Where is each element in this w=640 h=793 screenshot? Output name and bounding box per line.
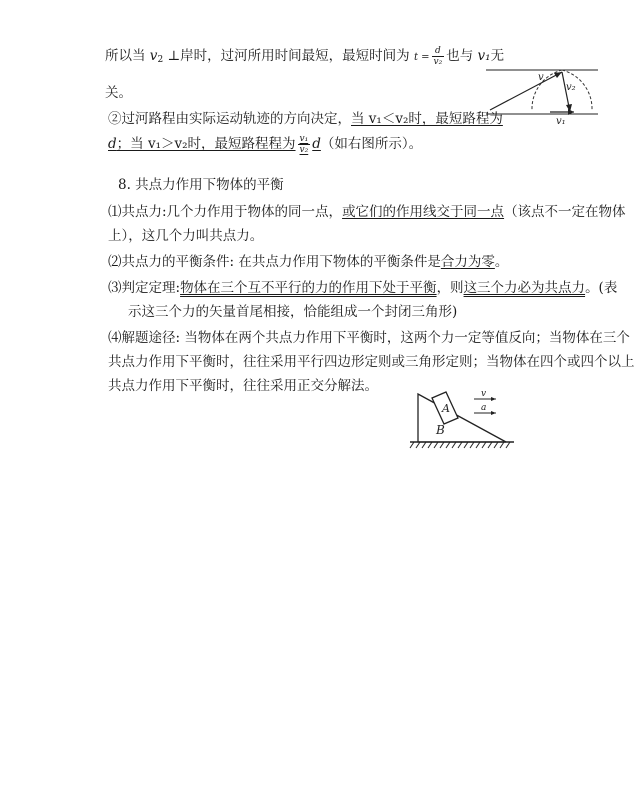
underlined-d: d [312,136,321,152]
paragraph-1-line-2: 上），这几个力叫共点力。 [108,228,264,244]
label-b-block: B [436,423,445,437]
path-fraction [298,134,311,155]
paragraph-4-line-3: 共点力作用下平衡时，往往采用正交分解法。 [108,378,378,394]
river-crossing-figure [484,62,600,126]
fraction-denominator: v₂ [433,57,443,67]
underlined-text: 这三个力必为共点力 [463,280,586,296]
underlined-text: 当 v₁＜v₂时，最短路程为 [351,111,503,127]
paragraph-1-line-1 [108,203,626,221]
label-velocity: v [481,389,487,399]
text-segment: ⑶判定定理: [108,280,181,296]
underlined-text: 物体在三个互不平行的力的作用下处于平衡 [180,280,437,296]
label-v1: v₁ [556,116,566,126]
wedge-block-figure [406,384,518,454]
text-line-1 [105,46,504,69]
symbol-v1: v₁ [477,48,491,64]
underlined-text: 或它们的作用线交于同一点 [342,204,505,220]
fraction-numerator: d [432,46,445,57]
text-segment: 。(表 [585,280,618,296]
symbol-v: v [149,48,158,64]
t-equals: t = [413,52,430,63]
section-heading: 8. 共点力作用下物体的平衡 [118,177,284,193]
text-segment: ②过河路程由实际运动轨迹的方向决定， [108,111,351,127]
text-segment: ⑵共点力的平衡条件: 在共点力作用下物体的平衡条件是 [108,254,441,270]
text-segment: 所以当 [105,48,146,64]
paragraph-3-line-1 [108,279,617,297]
underlined-text: 合力为零 [440,254,495,270]
label-acceleration: a [481,403,487,413]
text-segment: 。 [494,254,509,270]
paragraph-2 [108,253,508,271]
text-line-2: 关。 [105,85,132,101]
paragraph-3-line-2: 示这三个力的矢量首尾相接，恰能组成一个封闭三角形) [128,304,458,320]
paragraph-4-line-2: 共点力作用下平衡时，往往采用平行四边形定则或三角形定则；当物体在四个或四个以上 [108,354,635,370]
subscript: 2 [157,55,164,65]
fraction-numerator: v₁ [299,134,309,144]
text-segment: （如右图所示）。 [320,136,423,152]
text-segment: 无 [490,48,505,64]
time-fraction [432,46,445,67]
text-segment: （该点不一定在物体 [504,204,626,220]
underlined-d: d [108,136,117,152]
text-segment: ⊥岸时，过河所用时间最短，最短时间为 [167,48,410,64]
label-a-block: A [442,402,450,415]
label-v: v [538,72,544,83]
paragraph-4-line-1: ⑷解题途径: 当物体在两个共点力作用下平衡时，这两个力一定等值反向；当物体在三个 [108,330,630,346]
text-segment: ⑴共点力:几个力作用于物体的同一点， [108,204,343,220]
fraction-denominator: v₂ [299,145,309,155]
wedge-b [418,394,506,442]
text-segment: 也与 [446,48,474,64]
text-segment: ，则 [436,280,464,296]
underlined-text: ；当 v₁＞v₂时，最短路程程为 [116,136,296,152]
text-line-4 [108,134,422,155]
label-v2: v₂ [566,82,576,93]
text-line-3 [108,110,503,128]
